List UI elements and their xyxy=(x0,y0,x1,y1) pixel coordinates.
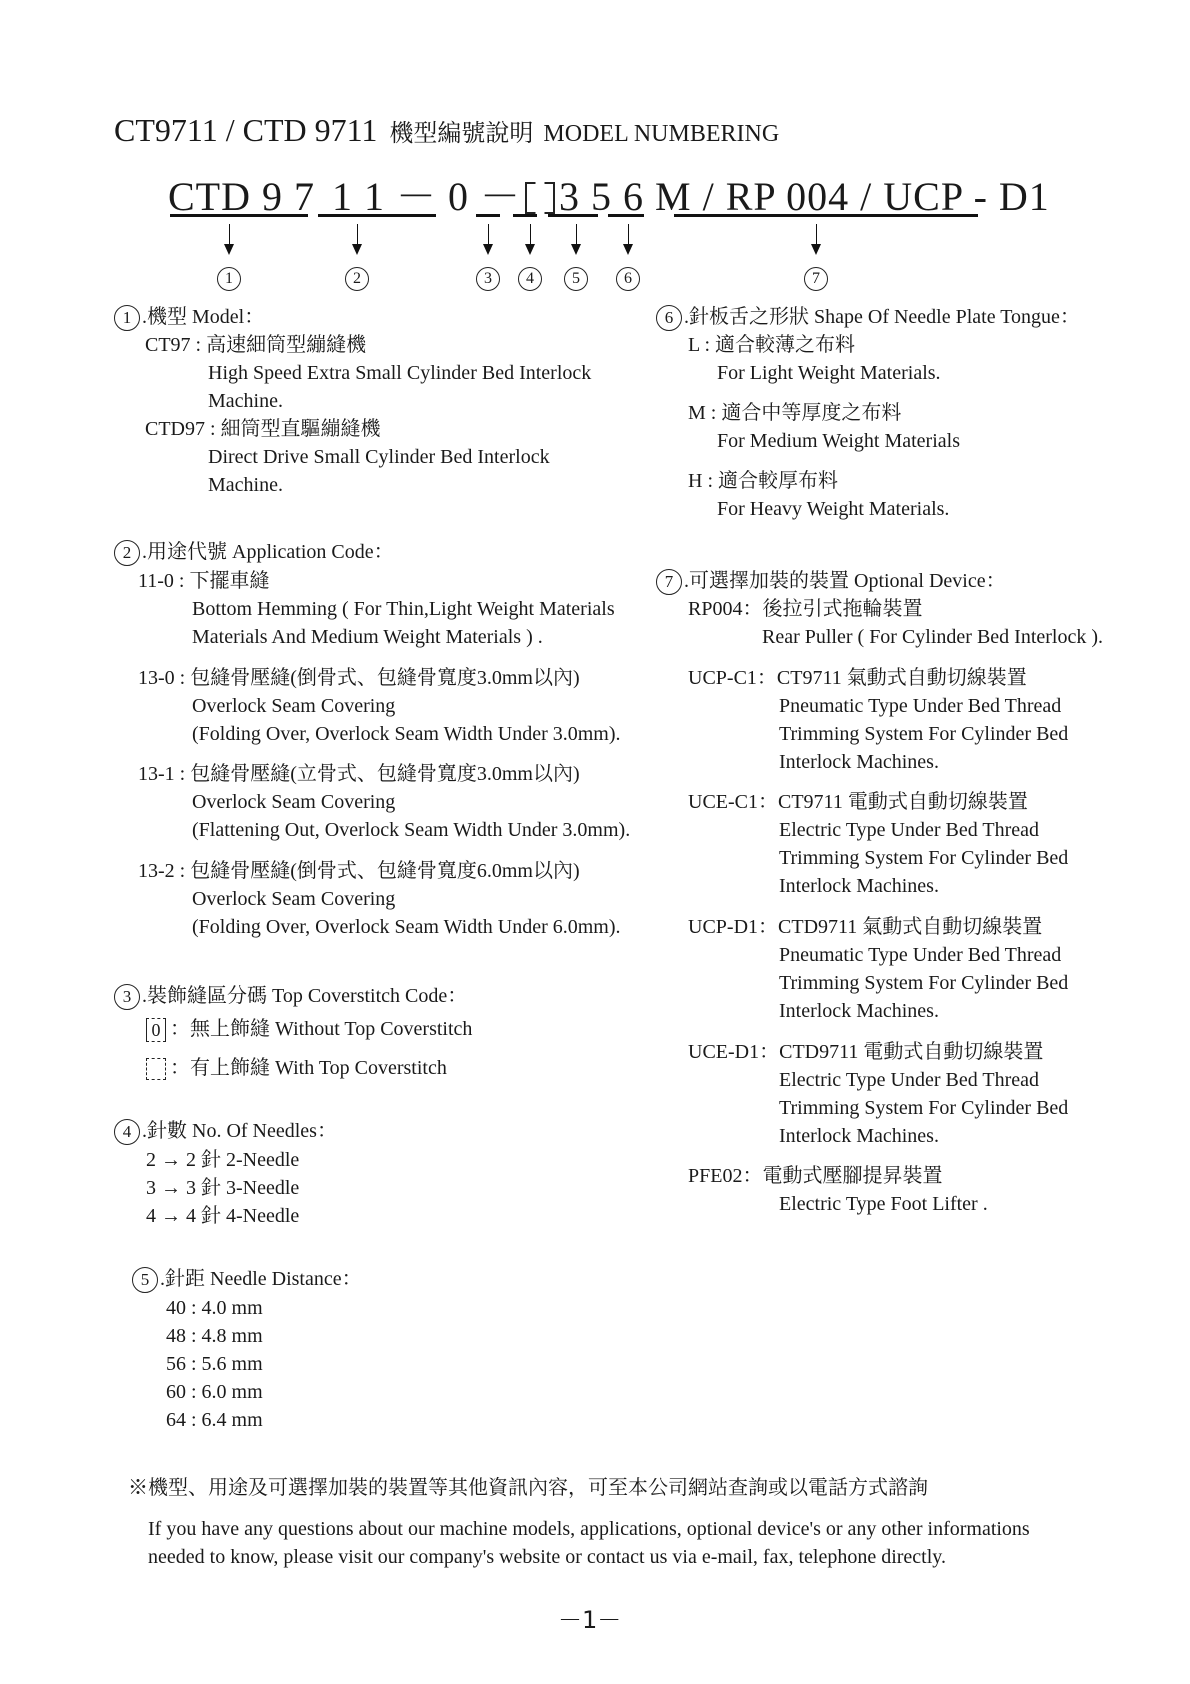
item-code: CTD97 : xyxy=(145,418,216,440)
sec6-item-m-en: For Medium Weight Materials xyxy=(717,430,960,452)
sec3-number: 3 xyxy=(114,984,140,1010)
sec5-title: .針距 Needle Distance： xyxy=(160,1268,362,1290)
marker-6: 6 xyxy=(616,267,640,291)
sec7-item-rp004-en: Rear Puller ( For Cylinder Bed Interlock ). xyxy=(762,626,1104,648)
sec6-heading xyxy=(656,303,1080,331)
sec4-number: 4 xyxy=(114,1119,140,1145)
item-en: Trimming System For Cylinder Bed xyxy=(779,723,1069,745)
sec5-item: 56 : 5.6 mm xyxy=(166,1353,263,1375)
code-part-application: 1 1 xyxy=(332,174,385,219)
code-part-optional: RP 004 / UCP - D1 xyxy=(725,174,1050,219)
item-code: 13-0 : xyxy=(138,667,186,689)
underline-5 xyxy=(548,214,598,217)
sec1-number: 1 xyxy=(114,305,140,331)
sec2-item-11-0 xyxy=(138,567,269,595)
sec2-item-13-1-en2: (Flattening Out, Overlock Seam Width Under 3.0mm). xyxy=(192,819,631,841)
sec1-item-ctd97 xyxy=(145,415,381,443)
arrow-line-3 xyxy=(488,224,489,246)
arrow-line-7 xyxy=(816,224,817,246)
marker-7: 7 xyxy=(804,267,828,291)
sec7-item-rp004 xyxy=(688,595,922,623)
item-zh: 下擺車縫 xyxy=(189,570,270,592)
underline-3 xyxy=(476,214,500,217)
item-zh: 電動式壓腳提昇裝置 xyxy=(762,1165,943,1187)
sec5-number: 5 xyxy=(132,1267,158,1293)
sec7-title: .可選擇加裝的裝置 Optional Device： xyxy=(684,570,1006,592)
item-code: UCP-D1： xyxy=(688,916,779,938)
arrow-down-icon xyxy=(811,244,821,255)
footer-note-en-2: needed to know, please visit our company's website or contact us via e-mail, fax, telephone directly. xyxy=(148,1546,946,1568)
code-box-icon xyxy=(525,182,555,214)
item-code: UCP-C1： xyxy=(688,667,777,689)
item-code: 13-2 : xyxy=(138,860,186,882)
title-zh: 機型編號說明 xyxy=(389,121,534,147)
sec1-item-ctd97-en1: Direct Drive Small Cylinder Bed Interlock xyxy=(208,446,550,468)
sec4-heading xyxy=(114,1117,337,1145)
sec7-item-pfe02 xyxy=(688,1162,942,1190)
sec1-heading xyxy=(114,303,264,331)
sec7-item-pfe02-en: Electric Type Foot Lifter . xyxy=(779,1193,988,1215)
item-code: UCE-D1： xyxy=(688,1041,780,1063)
item-zh: 包縫骨壓縫(倒骨式、包縫骨寬度6.0mm以內) xyxy=(190,860,580,882)
item-code: 13-1 : xyxy=(138,763,186,785)
item-text: ：有上飾縫 With Top Coverstitch xyxy=(170,1057,447,1079)
title-model: CT9711 / CTD 9711 xyxy=(114,112,378,148)
code-slash: / xyxy=(702,174,715,219)
sec3-heading xyxy=(114,982,467,1010)
sec4-item: 2 → 2 針 2-Needle xyxy=(146,1149,300,1171)
sec1-title: .機型 Model： xyxy=(142,306,265,328)
page-title xyxy=(114,112,779,149)
sec3-item-without xyxy=(146,1015,472,1043)
item-en: Pneumatic Type Under Bed Thread xyxy=(779,944,1062,966)
sec6-item-l-zh: L : 適合較薄之布料 xyxy=(688,334,856,356)
sec2-number: 2 xyxy=(114,540,140,566)
sec6-item-m-zh: M : 適合中等厚度之布料 xyxy=(688,402,902,424)
sec1-item-ct97 xyxy=(145,331,366,359)
item-en: Electric Type Under Bed Thread xyxy=(779,819,1039,841)
sec3-item-with xyxy=(146,1054,447,1082)
sec6-number: 6 xyxy=(656,305,682,331)
sec5-heading xyxy=(132,1265,362,1293)
sec2-item-13-0-en2: (Folding Over, Overlock Seam Width Under 3.0mm). xyxy=(192,723,621,745)
item-code: PFE02： xyxy=(688,1165,763,1187)
arrow-line-2 xyxy=(357,224,358,246)
code-part-tongue: M xyxy=(655,174,692,219)
sec5-item: 48 : 4.8 mm xyxy=(166,1325,263,1347)
item-zh: 後拉引式拖輪裝置 xyxy=(762,598,923,620)
underline-2 xyxy=(318,214,436,217)
arrow-down-icon xyxy=(571,244,581,255)
item-en: Trimming System For Cylinder Bed xyxy=(779,972,1069,994)
sec2-item-13-2-en2: (Folding Over, Overlock Seam Width Under 6.0mm). xyxy=(192,916,621,938)
item-zh: 高速細筒型繃縫機 xyxy=(206,334,367,356)
sec4-item: 4 → 4 針 4-Needle xyxy=(146,1205,300,1227)
item-zh: CT9711 電動式自動切線裝置 xyxy=(778,791,1028,813)
sec1-item-ct97-en2: Machine. xyxy=(208,390,283,412)
code-dash: － xyxy=(396,174,437,219)
title-en: MODEL NUMBERING xyxy=(543,121,780,147)
item-zh: 包縫骨壓縫(倒骨式、包縫骨寬度3.0mm以內) xyxy=(190,667,580,689)
item-en: Interlock Machines. xyxy=(779,751,939,773)
underline-4 xyxy=(513,214,537,217)
item-code: CT97 : xyxy=(145,334,202,356)
sec1-item-ct97-en1: High Speed Extra Small Cylinder Bed Interlock xyxy=(208,362,592,384)
item-en: Trimming System For Cylinder Bed xyxy=(779,847,1069,869)
sec5-item: 60 : 6.0 mm xyxy=(166,1381,263,1403)
sec2-title: .用途代號 Application Code： xyxy=(142,541,394,563)
item-zh: 細筒型直驅繃縫機 xyxy=(220,418,381,440)
sec4-title: .針數 No. Of Needles： xyxy=(142,1120,337,1142)
item-zh: CTD9711 電動式自動切線裝置 xyxy=(779,1041,1044,1063)
arrow-line-5 xyxy=(576,224,577,246)
item-en: Trimming System For Cylinder Bed xyxy=(779,1097,1069,1119)
arrow-down-icon xyxy=(352,244,362,255)
sec2-item-11-0-en2: Materials And Medium Weight Materials ) . xyxy=(192,626,543,648)
arrow-down-icon xyxy=(483,244,493,255)
item-en: Electric Type Under Bed Thread xyxy=(779,1069,1039,1091)
item-code: UCE-C1： xyxy=(688,791,778,813)
sec3-title: .裝飾縫區分碼 Top Coverstitch Code： xyxy=(142,985,468,1007)
item-zh: CTD9711 氣動式自動切線裝置 xyxy=(778,916,1043,938)
marker-1: 1 xyxy=(217,267,241,291)
sec6-title: .針板舌之形狀 Shape Of Needle Plate Tongue： xyxy=(684,306,1080,328)
arrow-line-6 xyxy=(628,224,629,246)
arrow-down-icon xyxy=(525,244,535,255)
item-en: Pneumatic Type Under Bed Thread xyxy=(779,695,1062,717)
item-en: Interlock Machines. xyxy=(779,875,939,897)
sec7-item-uce-d1 xyxy=(688,1038,1043,1066)
arrow-down-icon xyxy=(224,244,234,255)
empty-box-icon xyxy=(146,1058,166,1080)
page-number: －1－ xyxy=(558,1606,622,1634)
sec2-item-13-1-en1: Overlock Seam Covering xyxy=(192,791,396,813)
sec2-item-13-0-en1: Overlock Seam Covering xyxy=(192,695,396,717)
arrow-down-icon xyxy=(623,244,633,255)
footer-note-zh: ※機型、用途及可選擇加裝的裝置等其他資訊內容，可至本公司網站查詢或以電話方式諮詢 xyxy=(128,1477,928,1499)
sec5-item: 64 : 6.4 mm xyxy=(166,1409,263,1431)
marker-5: 5 xyxy=(564,267,588,291)
sec7-number: 7 xyxy=(656,569,682,595)
sec7-heading xyxy=(656,567,1006,595)
item-zh: 包縫骨壓縫(立骨式、包縫骨寬度3.0mm以內) xyxy=(190,763,580,785)
sec6-item-h-en: For Heavy Weight Materials. xyxy=(717,498,950,520)
arrow-line-1 xyxy=(229,224,230,246)
sec2-item-13-1 xyxy=(138,760,580,788)
sec2-item-13-0 xyxy=(138,664,580,692)
item-code: RP004： xyxy=(688,598,763,620)
item-code: 11-0 : xyxy=(138,570,185,592)
sec5-item: 40 : 4.0 mm xyxy=(166,1297,263,1319)
code-part-application-sub: 0 xyxy=(448,174,469,219)
sec2-item-13-2 xyxy=(138,857,580,885)
sec6-item-h-zh: H : 適合較厚布料 xyxy=(688,470,838,492)
code-part-needles: 3 xyxy=(559,174,580,219)
sec1-item-ctd97-en2: Machine. xyxy=(208,474,283,496)
sec2-item-13-2-en1: Overlock Seam Covering xyxy=(192,888,396,910)
sec6-item-l-en: For Light Weight Materials. xyxy=(717,362,941,384)
marker-2: 2 xyxy=(345,267,369,291)
item-en: Interlock Machines. xyxy=(779,1125,939,1147)
item-zh: CT9711 氣動式自動切線裝置 xyxy=(776,667,1027,689)
sec7-item-uce-c1 xyxy=(688,788,1028,816)
item-en: Interlock Machines. xyxy=(779,1000,939,1022)
sec7-item-ucp-c1 xyxy=(688,664,1027,692)
zero-box-icon: 0 xyxy=(146,1018,166,1042)
sec2-item-11-0-en1: Bottom Hemming ( For Thin,Light Weight Materials xyxy=(192,598,615,620)
sec7-item-ucp-d1 xyxy=(688,913,1042,941)
underline-7 xyxy=(674,214,978,217)
sec2-heading xyxy=(114,538,394,566)
code-part-model: CTD 9 7 xyxy=(168,174,315,219)
footer-note-en-1: If you have any questions about our machine models, applications, optional device's or any other informations xyxy=(148,1518,1030,1540)
item-text: ：無上飾縫 Without Top Coverstitch xyxy=(170,1018,473,1040)
code-dash: － xyxy=(480,174,521,219)
sec4-item: 3 → 3 針 3-Needle xyxy=(146,1177,300,1199)
marker-3: 3 xyxy=(476,267,500,291)
underline-1 xyxy=(170,214,308,217)
underline-6 xyxy=(608,214,644,217)
arrow-line-4 xyxy=(530,224,531,246)
marker-4: 4 xyxy=(518,267,542,291)
code-part-distance: 5 6 xyxy=(591,174,644,219)
